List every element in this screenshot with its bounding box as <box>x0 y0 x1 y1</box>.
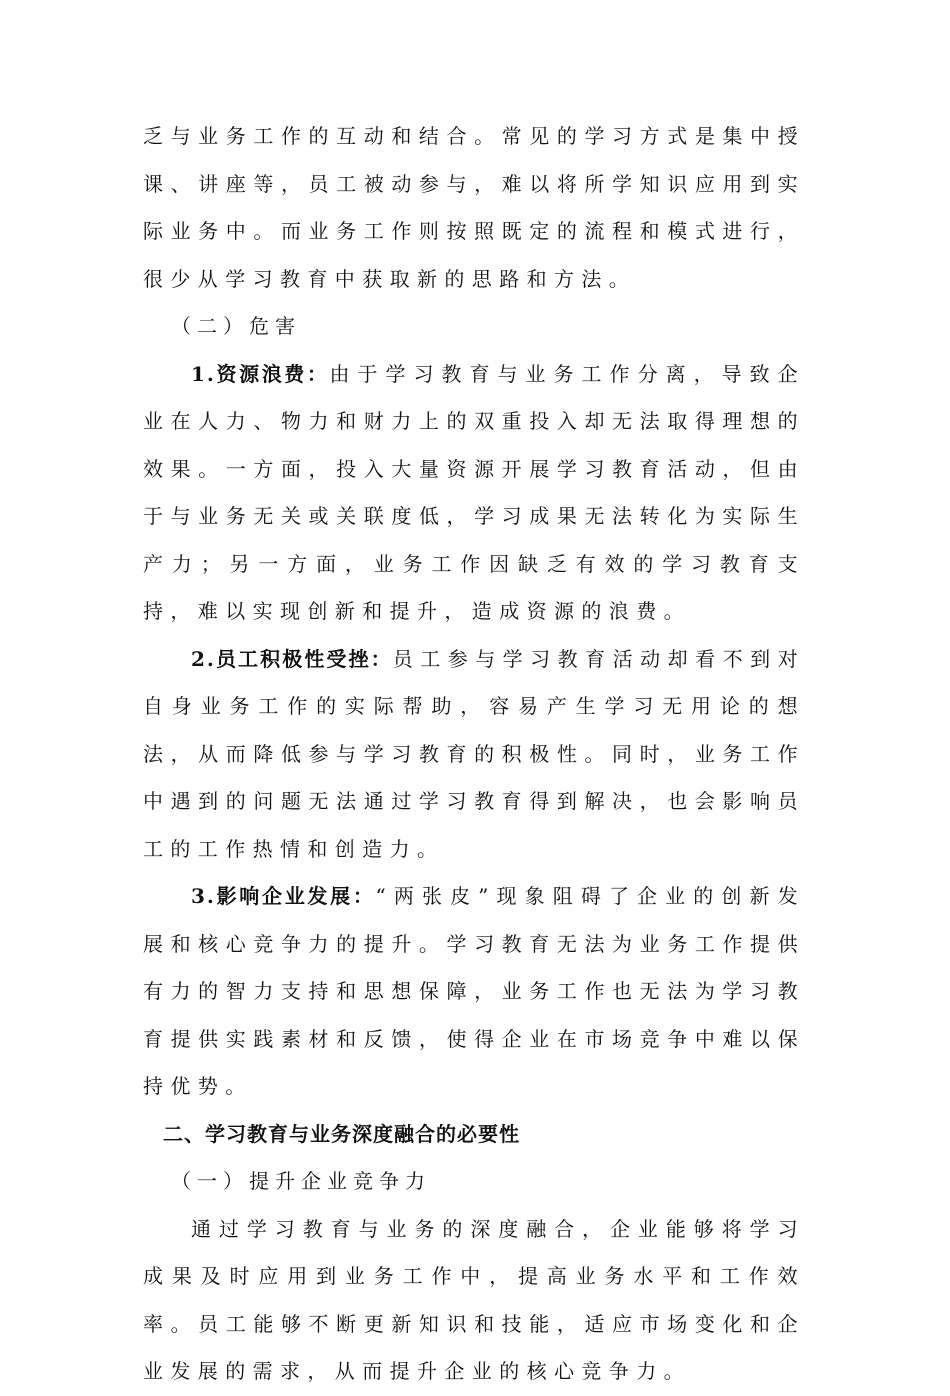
item-label: 2.员工积极性受挫： <box>191 646 393 671</box>
section-heading-necessity: 二、学习教育与业务深度融合的必要性 <box>163 1121 520 1146</box>
list-item-employee-morale <box>143 636 805 874</box>
item-text: 由于学习教育与业务工作分离，导致企业在人力、物力和财力上的双重投入却无法取得理想的效果。一方面，投入大量资源开展学习教育活动，但由于与业务无关或关联度低，学习成果无法转化为实际生产力；另一方面，业务工作因缺乏有效的学习教育支持，难以实现创新和提升，造成资源的浪费。 <box>143 361 805 623</box>
paragraph-competitiveness: 通过学习教育与业务的深度融合，企业能够将学习成果及时应用到业务工作中，提高业务水平和工作效率。员工能够不断更新知识和技能，适应市场变化和企业发展的需求，从而提升企业的核心竞争力。 <box>143 1216 805 1383</box>
item-text: 员工参与学习教育活动却看不到对自身业务工作的实际帮助，容易产生学习无用论的想法，从而降低参与学习教育的积极性。同时，业务工作中遇到的问题无法通过学习教育得到解决，也会影响员工的工作热情和创造力。 <box>143 646 806 861</box>
item-label: 3.影响企业发展： <box>191 884 376 908</box>
list-item-resource-waste <box>143 351 805 636</box>
paragraph-continuation: 乏与业务工作的互动和结合。常见的学习方式是集中授课、讲座等，员工被动参与，难以将所学知识应用到实际业务中。而业务工作则按照既定的流程和模式进行，很少从学习教育中获取新的思路和方法。 <box>143 124 805 291</box>
document-page <box>143 113 805 1396</box>
subheading-competitiveness: （一）提升企业竞争力 <box>171 1169 431 1193</box>
item-text: “两张皮”现象阻碍了企业的创新发展和核心竞争力的提升。学习教育无法为业务工作提供有力的智力支持和思想保障，业务工作也无法为学习教育提供实践素材和反馈，使得企业在市场竞争中难以保持优势。 <box>143 884 805 1098</box>
subheading-harm: （二）危害 <box>171 314 301 338</box>
item-label: 1.资源浪费： <box>191 361 330 386</box>
list-item-enterprise-development <box>143 873 805 1111</box>
